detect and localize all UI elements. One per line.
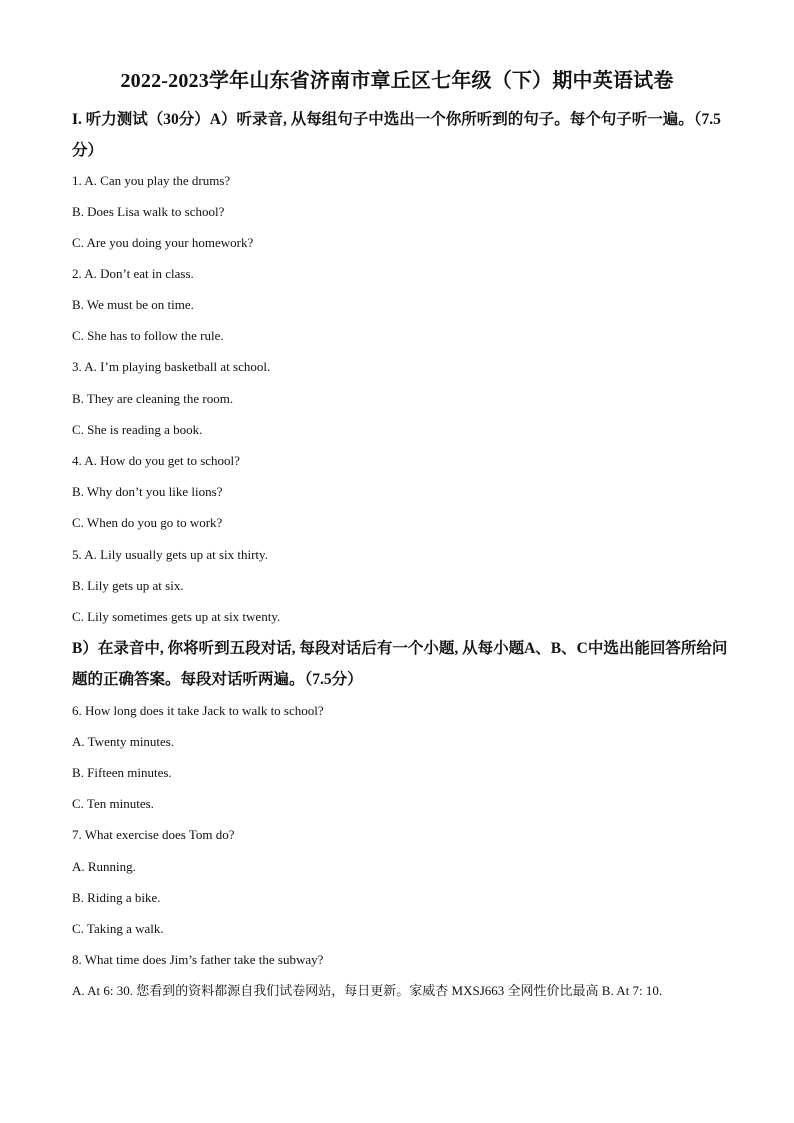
question-4-option-c: C. When do you go to work? xyxy=(72,515,223,530)
question-8-stem: 8. What time does Jim’s father take the subway? xyxy=(72,952,324,967)
question-4-option-a: 4. A. How do you get to school? xyxy=(72,453,240,468)
question-5-option-c: C. Lily sometimes gets up at six twenty. xyxy=(72,609,281,624)
question-3-option-b: B. They are cleaning the room. xyxy=(72,391,234,406)
question-7-option-a: A. Running. xyxy=(72,859,136,874)
question-1-option-c: C. Are you doing your homework? xyxy=(72,235,254,250)
section-2-heading: B）在录音中, 你将听到五段对话, 每段对话后有一个小题, 从每小题A、B、C中选出能回答所给问题的正确答案。每段对话听两遍。（7.5分） xyxy=(72,640,728,688)
question-6-stem: 6. How long does it take Jack to walk to school? xyxy=(72,703,324,718)
question-6-option-c: C. Ten minutes. xyxy=(72,796,154,811)
question-1-option-b: B. Does Lisa walk to school? xyxy=(72,204,225,219)
question-4-option-b: B. Why don’t you like lions? xyxy=(72,484,223,499)
question-5-option-a: 5. A. Lily usually gets up at six thirty. xyxy=(72,547,268,562)
question-3-option-c: C. She is reading a book. xyxy=(72,422,203,437)
question-7-stem: 7. What exercise does Tom do? xyxy=(72,827,235,842)
question-6-option-b: B. Fifteen minutes. xyxy=(72,765,172,780)
question-2-option-c: C. She has to follow the rule. xyxy=(72,328,224,343)
question-2-option-b: B. We must be on time. xyxy=(72,297,194,312)
question-1-option-a: 1. A. Can you play the drums? xyxy=(72,173,231,188)
question-7-option-c: C. Taking a walk. xyxy=(72,921,164,936)
exam-title: 2022-2023学年山东省济南市章丘区七年级（下）期中英语试卷 xyxy=(120,70,674,92)
section-1-heading: I. 听力测试（30分）A）听录音, 从每组句子中选出一个你所听到的句子。每个句子听一遍。（7.5分） xyxy=(72,111,721,159)
question-7-option-b: B. Riding a bike. xyxy=(72,890,161,905)
question-3-option-a: 3. A. I’m playing basketball at school. xyxy=(72,359,271,374)
question-2-option-a: 2. A. Don’t eat in class. xyxy=(72,266,194,281)
question-8-options: A. At 6: 30. 您看到的资料都源自我们试卷网站，每日更新。家威杏 MXSJ663 全网性价比最高 B. At 7: 10. xyxy=(72,983,663,998)
question-5-option-b: B. Lily gets up at six. xyxy=(72,578,184,593)
question-6-option-a: A. Twenty minutes. xyxy=(72,734,175,749)
